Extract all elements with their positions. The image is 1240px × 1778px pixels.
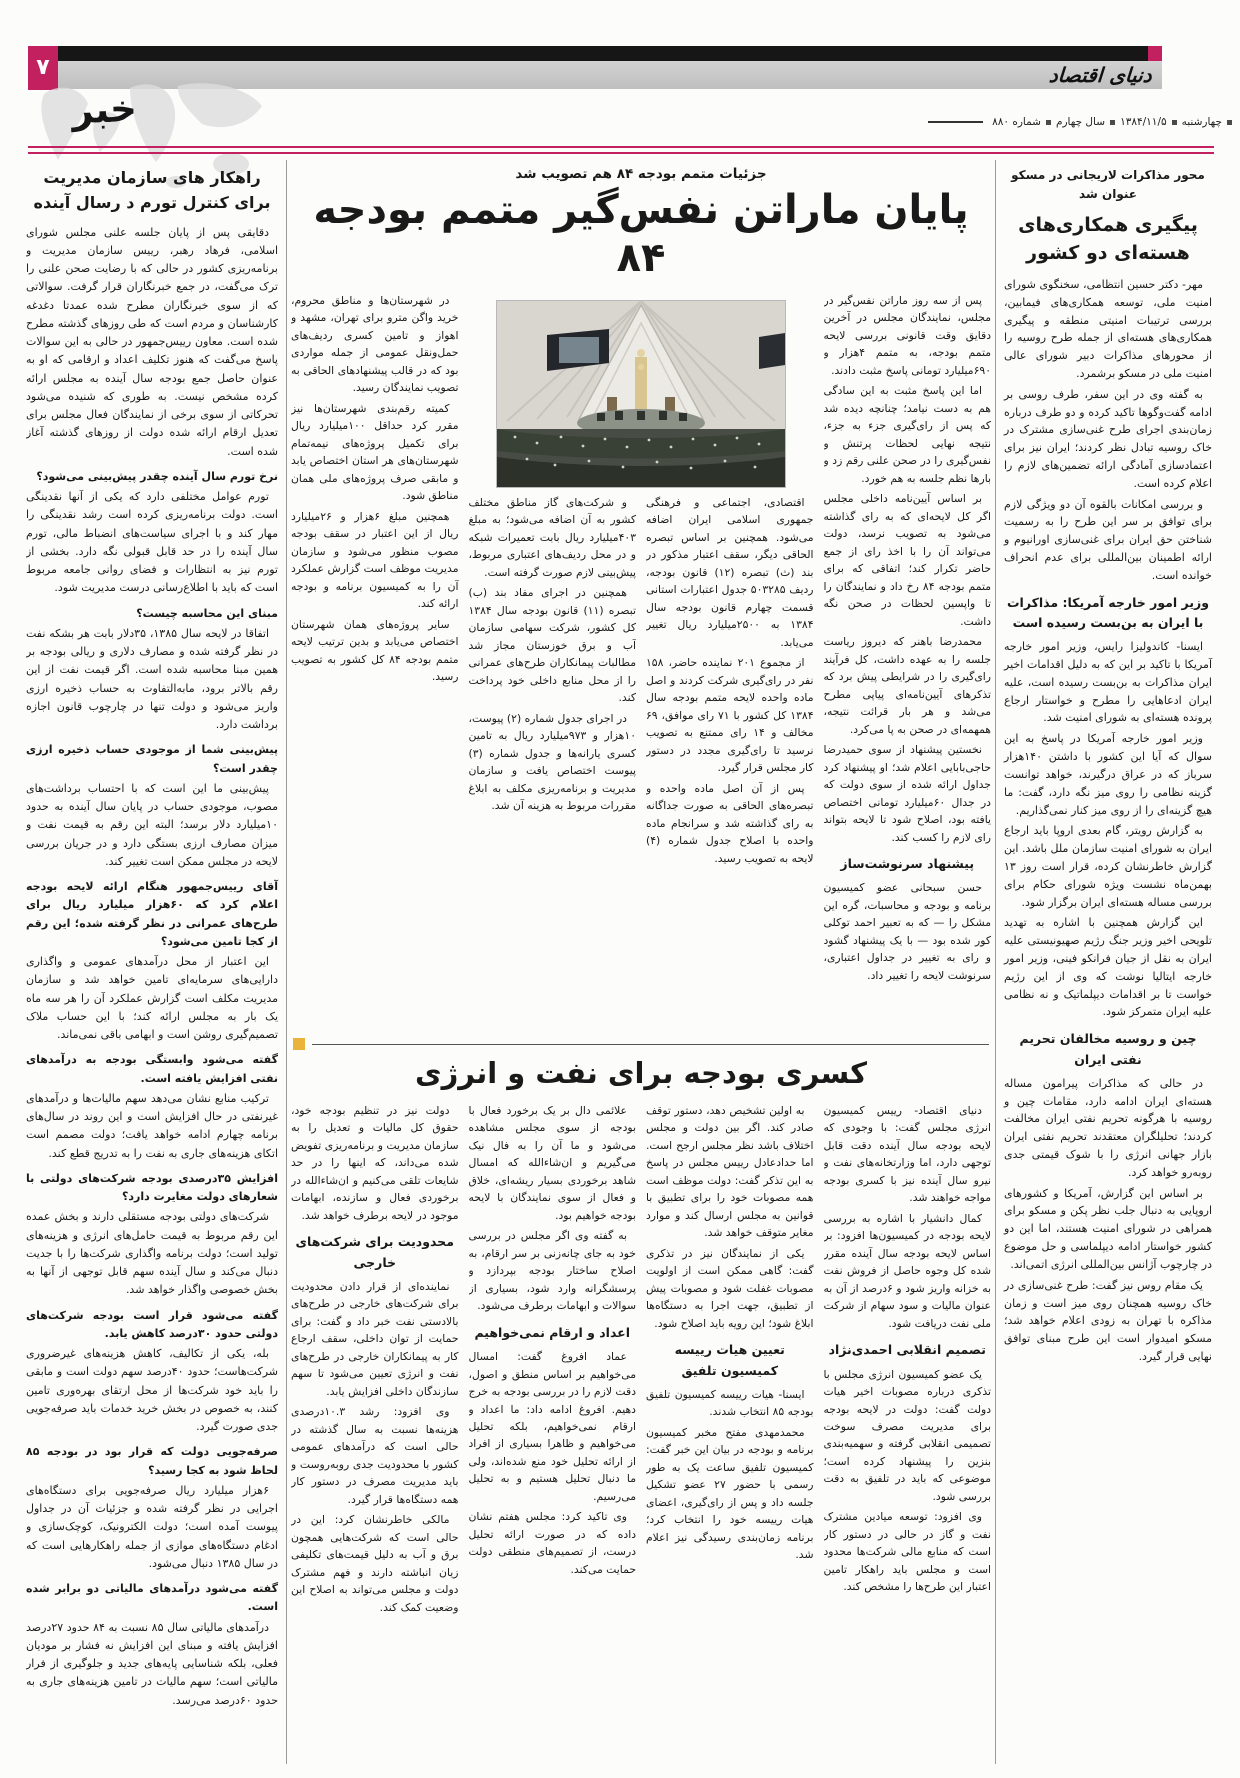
text-block: حسن سبحانی عضو کمیسیون برنامه و بودجه و محاسبات، گره این مشکل را — که به تعبیر احمد توکلی کور شده بود — با یک پیشنهاد گشود و رای به تغییر در جداول اعتباری، سرنوشت لایحه را تغییر داد.	[823, 881, 991, 982]
main-article-col-4	[291, 292, 459, 1034]
parliament-chamber-photo	[496, 300, 786, 488]
text-block: به گزارش رویتر، گام بعدی اروپا باید ارجاع ایران به شورای امنیت سازمان ملل باشد. این گزارش خاطرنشان کرده، قرار است روز ۱۳ بهمن‌ماه نشست ویژه شورای حکام برای بررسی مساله هسته‌ای ایران برگزار شود.	[1004, 824, 1212, 909]
text-block: به اولین تشخیص دهد، دستور توقف صادر کند. اگر بین دولت و مجلس اختلاف باشد نظر مجلس ارجح است. اما حدادعادل رییس مجلس در پاسخ به این تذکر گفت: دولت موظف است همه مصوبات خود را برای تطبیق با قوانین به مجلس ارسال کند و موارد مغایر متوقف خواهد شد.	[646, 1104, 814, 1240]
article-divider	[293, 1036, 989, 1052]
divider-marker-square	[293, 1038, 305, 1050]
text-block: پس از آن اصل ماده واحده و تبصره‌های الحاقی به صورت جداگانه به رای گذاشته شد و سرانجام ماده واحده با اصلاح جدول شماره (۴) لایحه به تصویب رسید.	[646, 781, 814, 865]
bottom-article-col-4	[291, 1102, 459, 1778]
text-block: گفته می‌شود درآمدهای مالیاتی دو برابر شده است.	[26, 1582, 278, 1614]
text-block: اعداد و ارقام نمی‌خواهیم	[474, 1324, 630, 1340]
bottom-article-col-2	[646, 1102, 814, 1778]
divider-rule	[312, 1044, 989, 1045]
text-block: و شرکت‌های گاز مناطق مختلف کشور به آن اضافه می‌شود؛ به مبلغ ۴۰۳میلیارد ریال بابت تعمیرات شبکه و در محل ردیف‌های اعتباری مربوط، پیش‌بینی لازم صورت گرفته است.	[468, 496, 636, 579]
dateline-issue: شماره ۸۸۰	[992, 116, 1041, 128]
text-block: پیشنهاد سرنوشت‌ساز	[840, 856, 975, 872]
text-block: مبنای این محاسبه چیست؟	[136, 606, 278, 620]
text-block: نخستین پیشنهاد از سوی حمیدرضا حاجی‌بابایی اعلام شد؛ او پیشنهاد کرد جداول ارائه شده از سوی دولت که در جدال ۶۰میلیارد تومانی اختصاص یافته بود، اصلاح شود تا لایحه بتواند رای لازم را کسب کند.	[823, 743, 991, 844]
text-block: نرخ تورم سال آینده چقدر پیش‌بینی می‌شود؟	[36, 469, 278, 483]
text-block: درآمدهای مالیاتی سال ۸۵ نسبت به ۸۴ حدود ۲۷درصد افزایش یافته و مبنای این افزایش نه فشار بر مودیان فعلی، بلکه شناسایی پایه‌های جدید و جلوگیری از فرار مالیاتی است؛ سهم مالیات در تامین هزینه‌های جاری به حدود ۶۰درصد می‌رسد.	[26, 1620, 278, 1707]
text-block: و بررسی امکانات بالقوه آن دو ویژگی لازم برای توافق بر سر این طرح را به رسمیت شناختن حق ایران برای غنی‌سازی اورانیوم و ارائه اطمینان بین‌المللی برای عدم انحراف خوانده است.	[1004, 497, 1212, 582]
text-block: وزیر امور خارجه آمریکا در پاسخ به این سوال که آیا این کشور با داشتن ۱۴۰هزار سرباز که در عراق درگیرند، خواهد توانست گزینه نظامی را روی میز نگه دارد، گفت: ما هیچ گزینه‌ای را از روی میز کنار نمی‌گذاریم.	[1004, 732, 1212, 817]
text-block: سایر پروژه‌های همان شهرستان اختصاص می‌یابد و بدین ترتیب لایحه متمم بودجه ۸۴ کل کشور به تصویب رسید.	[291, 617, 459, 684]
left-article-body	[26, 224, 278, 1710]
center-articles	[291, 160, 991, 1764]
text-block: کمال دانشیار با اشاره به بررسی لایحه بودجه در کمیسیون‌ها افزود: بر اساس لایحه بودجه سال آینده مقرر شده کل وجوه حاصل از فروش نفت به خزانه واریز شود و ۶درصد از آن به عنوان مالیات و سود سهام از شرکت ملی نفت دریافت شود.	[823, 1211, 991, 1330]
dateline-rule	[928, 121, 983, 123]
text-block: افزایش ۳۵درصدی بودجه شرکت‌های دولتی با شعارهای دولت مغایرت دارد؟	[26, 1171, 278, 1204]
text-block: بله، یکی از تکالیف، کاهش هزینه‌های غیرضروری شرکت‌هاست؛ حدود ۴۰درصد سهم دولت است و مابقی را باید خود شرکت‌ها از محل ارتقای بهره‌وری تامین کنند، به خصوص در بخش خرید خدمات باید صرفه‌جویی جدی صورت گیرد.	[26, 1347, 278, 1434]
text-block: پیگیری همکاری‌های هسته‌ای دو کشور	[1018, 213, 1198, 265]
text-block: محمدرضا باهنر که دیروز ریاست جلسه را به عهده داشت، کل فرآیند رای‌گیری را در شرایطی پیش برد که تذکرهای آیین‌نامه‌ای پیاپی مطرح می‌شد و هر بار قرائت نتیجه، همهمه‌ای در صحن به پا می‌کرد.	[823, 635, 991, 736]
text-block: آقای رییس‌جمهور هنگام ارائه لایحه بودجه اعلام کرد که ۶۰هزار میلیارد ریال برای طرح‌های عمرانی در نظر گرفته شده؛ این رقم از کجا تامین می‌شود؟	[26, 880, 278, 948]
main-article-body	[291, 292, 991, 1034]
text-block: همچنین مبلغ ۶هزار و ۲۶میلیارد ریال از این اعتبار در سقف بودجه مصوب منظور می‌شود و سازمان مدیریت موظف است گزارش عملکرد آن را به کمیسیون برنامه و بودجه ارائه کند.	[291, 509, 459, 611]
dateline-square-icon	[1110, 120, 1115, 125]
accent-double-rule	[28, 146, 1214, 154]
bottom-article-col-1	[824, 1102, 992, 1778]
text-block: دقایقی پس از پایان جلسه علنی مجلس شورای اسلامی، فرهاد رهبر، رییس سازمان مدیریت و برنامه‌ریزی کشور در حالی که با رضایت صحن علنی را ترک می‌گفت، در جمع خبرنگاران قرار گرفت. سوالاتی که از سوی خبرنگاران مطرح شده عمدتا دغدغه کارشناسان و مردم است که طی روزهای گذشته مطرح شده است. معاون رییس‌جمهور در حالی به این سوالات پاسخ می‌گفت که هنوز تکلیف اعداد و ارقامی که او به عنوان حاصل جمع بودجه سال آینده به مجلس ارائه کرده مشخص نیست. به طوری که شنیده می‌شود تحرکاتی از سوی برخی از نمایندگان فعال مجلس برای تعدیل ارقام ارائه شده دولت از روزهای گذشته آغاز شده است.	[26, 225, 278, 458]
main-article-col-1	[824, 292, 992, 1034]
text-block: دنیای اقتصاد- رییس کمیسیون انرژی مجلس گفت: با وجودی که لایحه بودجه سال آینده دقت قابل توجهی دارد، اما وزارتخانه‌های نفت و نیرو سال آینده نیز با کسری بودجه مواجه خواهند شد.	[823, 1104, 991, 1205]
text-block: دولت نیز در تنظیم بودجه خود، حقوق کل مالیات و تعدیل را به سازمان مدیریت و برنامه‌ریزی تفویض شده می‌داند، که اینها را در حد شایعات تلقی می‌کنیم و ان‌شاءالله در برخوردی فعال و سازنده، ابهامات موجود در لایحه برطرف خواهد شد.	[291, 1104, 459, 1222]
text-block: بر اساس این گزارش، آمریکا و کشورهای اروپایی به دنبال جلب نظر پکن و مسکو برای همراهی در شورای امنیت هستند، اما این دو کشور خواستار ادامه دیپلماسی و حل موضوع در چارچوب آژانس بین‌المللی انرژی اتمی‌اند.	[1004, 1186, 1212, 1271]
dateline-square-icon	[1046, 120, 1051, 125]
text-block: علائمی دال بر یک برخورد فعال با بودجه از سوی مجلس مشاهده می‌شود و ما آن را به فال نیک می‌گیریم و ان‌شاءالله که امسال شاهد برخوردی بسیار ریشه‌ای، خلاق و فعال از سوی نمایندگان با لایحه بودجه خواهیم بود.	[468, 1104, 636, 1222]
text-block: صرفه‌جویی دولت که قرار بود در بودجه ۸۵ لحاظ شود به کجا رسید؟	[26, 1445, 278, 1477]
text-block: در شهرستان‌ها و مناطق محروم، خرید واگن مترو برای تهران، مشهد و اهواز و تامین کسری ردیف‌های حمل‌ونقل عمومی از جمله مواردی بود که در قالب پیشنهادهای الحاقی به تصویب نمایندگان رسید.	[291, 294, 459, 395]
text-block: پیش‌بینی ما این است که با احتساب برداشت‌های مصوب، موجودی حساب در پایان سال آینده به حدود ۱۰میلیارد دلار برسد؛ البته این رقم به قیمت نفت و میزان مصارف ارزی بستگی دارد و در جریان بررسی لایحه در مجلس ممکن است تغییر کند.	[26, 781, 278, 868]
dateline-date: ۱۳۸۴/۱۱/۵	[1120, 116, 1167, 128]
left-article-column	[26, 160, 282, 1764]
text-block: عماد افروغ گفت: امسال می‌خواهیم بر اساس منطق و اصول، دقت لازم را در بررسی بودجه به خرج دهیم. افروغ ادامه داد: ما اعداد و ارقام نمی‌خواهیم، بلکه تحلیل می‌خواهیم و ظاهرا بسیاری از افراد از ارائه تحلیل خود منع شده‌اند، ولی ما دنبال تحلیل هستیم و به تحلیل می‌رسیم.	[468, 1350, 636, 1503]
text-block: پیش‌بینی شما از موجودی حساب ذخیره ارزی چقدر است؟	[26, 743, 278, 775]
text-block: تصمیم انقلابی احمدی‌نژاد	[828, 1342, 986, 1358]
dateline-year: سال چهارم	[1055, 116, 1106, 128]
text-block: نماینده‌ای از قرار دادن محدودیت برای شرکت‌های خارجی در طرح‌های بالادستی نفت خبر داد و گفت: برای حمایت از توان داخلی، سقف ارجاع کار به پیمانکاران خارجی در طرح‌های نفت و انرژی تعیین می‌شود تا سهم سازندگان داخلی افزایش یابد.	[291, 1279, 459, 1398]
text-block: وی افزود: توسعه میادین مشترک نفت و گاز در حالی در دستور کار است که منابع مالی شرکت‌ها محدود است و مجلس باید راهکار تامین اعتبار این طرح‌ها را مشخص کند.	[823, 1510, 991, 1594]
column-divider	[286, 160, 287, 1764]
newspaper-logo: دنیای اقتصاد	[1048, 63, 1153, 87]
text-block: در اجرای جدول شماره (۲) پیوست، ۱۰هزار و ۹۷۳میلیارد ریال به تامین کسری یارانه‌ها و جدول شماره (۳) پیوست اختصاص یافت و سازمان مدیریت و برنامه‌ریزی مکلف به ابلاغ مقررات مربوط به هزینه آن شد.	[468, 711, 636, 813]
text-block: بر اساس آیین‌نامه داخلی مجلس اگر کل لایحه‌ای که به رای گذاشته می‌شود به تصویب نرسد، دولت می‌تواند آن را با اخذ رای از جمع حاضر تکرار کند؛ اتفاقی که برای متمم بودجه ۸۴ رخ داد و نمایندگان را تا واپسین لحظات در صحن نگه داشت.	[823, 492, 991, 628]
text-block: ۶هزار میلیارد ریال صرفه‌جویی برای دستگاه‌های اجرایی در نظر گرفته شده و جزئیات آن در جداول پیوست آمده است؛ دولت الکترونیک، کوچک‌سازی و ادغام دستگاه‌های موازی از جمله راهکارهایی است که در سال ۱۳۸۵ دنبال می‌شود.	[26, 1483, 278, 1570]
text-block: اقتصادی، اجتماعی و فرهنگی جمهوری اسلامی ایران اضافه می‌شود. همچنین بر اساس تبصره الحاقی دیگر، سقف اعتبار مذکور در بند (ث) تبصره (۱۲) قانون بودجه، ردیف ۵۰۳۲۸۵ جدول اعتبارات استانی قسمت چهارم قانون بودجه سال ۱۳۸۴ به ۲۵۰۰میلیارد ریال تغییر می‌یابد.	[646, 496, 814, 649]
dateline	[928, 116, 1232, 128]
text-block: وزیر امور خارجه آمریکا: مذاکرات با ایران به بن‌بست رسیده است	[1007, 594, 1209, 630]
text-block: در حالی که مذاکرات پیرامون مساله هسته‌ای ایران ادامه دارد، مقامات چین و روسیه با هرگونه تحریم نفتی ایران مخالفت کردند؛ تحلیلگران معتقدند تحریم نفتی ایران بازار جهانی انرژی را با شوک قیمتی جدی روبه‌رو خواهد کرد.	[1004, 1076, 1212, 1179]
text-block: این اعتبار از محل درآمدهای عمومی و واگذاری دارایی‌های سرمایه‌ای تامین خواهد شد و سازمان مدیریت مکلف است گزارش عملکرد آن را هر سه ماه یک بار به مجلس ارائه کند؛ با این حساب ملاک تصمیم‌گیری روشن است و ابهامی باقی نمی‌ماند.	[26, 955, 278, 1042]
text-block: گفته می‌شود قرار است بودجه شرکت‌های دولتی حدود ۳۰درصد کاهش یابد.	[26, 1308, 278, 1340]
text-block: محمدمهدی مفتح مخبر کمیسیون برنامه و بودجه در بیان این خبر گفت: کمیسیون تلفیق ساعت یک به طور رسمی با حضور ۲۷ عضو تشکیل جلسه داد و پس از رای‌گیری، اعضای هیات رییسه خود را انتخاب کرد؛ برنامه زمان‌بندی رسیدگی نیز اعلام شد.	[646, 1425, 814, 1562]
text-block: کمیته رقم‌بندی شهرستان‌ها نیز مقرر کرد حداقل ۱۰۰میلیارد ریال برای تکمیل پروژه‌های نیمه‌تمام شهرستان‌های هر استان اختصاص یابد و مابقی صرف پروژه‌های ملی همان مناطق شود.	[291, 401, 459, 503]
text-block: به گفته وی در این سفر، طرف روسی بر ادامه گفت‌وگوها تاکید کرده و دو طرف درباره زمان‌بندی اجرای طرح غنی‌سازی مشترک در خاک روسیه تبادل نظر کردند؛ ایران نیز برای اعتمادسازی آمادگی ارائه تضمین‌های لازم را اعلام کرده است.	[1004, 387, 1212, 490]
dateline-square-icon	[1172, 120, 1177, 125]
text-block: پس از سه روز ماراتن نفس‌گیر در مجلس، نمایندگان مجلس در آخرین دقایق وقت قانونی بررسی لایحه متمم بودجه، به متمم ۴هزار و ۶۹۰میلیارد تومانی پاسخ مثبت دادند.	[823, 294, 991, 377]
text-block: مالکی خاطرنشان کرد: این در حالی است که شرکت‌هایی همچون برق و آب به دلیل قیمت‌های تکلیفی زیان انباشته دارند و فهم مشترک دولت و مجلس می‌تواند به اصلاح این وضعیت کمک کند.	[291, 1513, 459, 1614]
dateline-square-icon	[1227, 120, 1232, 125]
right-news-column	[1000, 160, 1214, 1764]
left-article-headline-line1: راهکار های سازمان مدیریت	[43, 168, 261, 187]
bottom-article-body	[291, 1102, 991, 1778]
masthead-bar	[58, 46, 1148, 61]
text-block: همچنین در اجرای مفاد بند (ب) تبصره (۱۱) قانون بودجه سال ۱۳۸۴ کل کشور، شرکت سهامی سازمان آب و برق خوزستان مجاز شد مطالبات پیمانکاران طرح‌های عمرانی را از محل منابع داخلی خود پرداخت کند.	[468, 586, 636, 705]
masthead-accent-square	[1148, 46, 1162, 61]
bottom-article-headline: کسری بودجه برای نفت و انرژی	[415, 1056, 867, 1090]
text-block: تورم عوامل مختلفی دارد که یکی از آنها نقدینگی است. دولت برنامه‌ریزی کرده است رشد نقدینگی را مهار کند و با اجرای سیاست‌های انضباط مالی، تورم سال آینده را در حد قابل قبولی نگه دارد. بخشی از تورم نیز به انتظارات و فضای روانی جامعه مربوط است که باید با اطلاع‌رسانی درست مدیریت شود.	[26, 490, 278, 595]
dateline-day: چهارشنبه	[1181, 116, 1222, 128]
bottom-article-col-3	[469, 1102, 637, 1778]
text-block: ایسنا- هیات رییسه کمیسیون تلفیق بودجه ۸۵ انتخاب شدند.	[646, 1387, 814, 1419]
left-article-headline	[26, 166, 278, 216]
text-block: یکی از نمایندگان نیز در تذکری گفت: گاهی ممکن است از اولویت مصوبات غفلت شود و مصوبات پیش از تطبیق، جهت اجرا به دستگاه‌ها ابلاغ شود؛ این رویه باید اصلاح شود.	[646, 1246, 814, 1330]
text-block: ترکیب منابع نشان می‌دهد سهم مالیات‌ها و درآمدهای غیرنفتی در حال افزایش است و این روند در سال‌های برنامه چهارم ادامه خواهد یافت؛ دولت مصمم است اتکای هزینه‌های جاری به نفت را به تدریج قطع کند.	[26, 1091, 278, 1160]
text-block: وی افزود: رشد ۱۰.۳درصدی هزینه‌ها نسبت به سال گذشته در حالی است که درآمدهای عمومی کشور با محدودیت جدی روبه‌روست و باید مدیریت مصرف در دستور کار همه دستگاه‌ها قرار گیرد.	[291, 1405, 459, 1506]
text-block: وی تاکید کرد: مجلس هفتم نشان داده که در صورت ارائه تحلیل درست، از تصمیم‌های منطقی دولت حمایت می‌کند.	[468, 1510, 636, 1576]
main-article-headline: پایان ماراتن نفس‌گیر متمم بودجه ۸۴	[313, 187, 969, 281]
text-block: گفته می‌شود وابستگی بودجه به درآمدهای نفتی افزایش یافته است.	[26, 1053, 278, 1085]
main-article-kicker: جزئیات متمم بودجه ۸۴ هم تصویب شد	[515, 166, 767, 182]
text-block: یک عضو کمیسیون انرژی مجلس با تذکری درباره مصوبات اخیر هیات دولت گفت: دولت در لایحه بودجه برای مدیریت مصرف سوخت تصمیمی انقلابی گرفته و سهمیه‌بندی بنزین را پیشنهاد کرده است؛ موضوعی که باید در تلفیق به دقت بررسی شود.	[823, 1367, 991, 1503]
section-label-khabar: خبر	[71, 86, 138, 133]
left-article-headline-line2: برای کنترل تورم د رسال آینده	[33, 192, 271, 212]
text-block: محدودیت برای شرکت‌های خارجی	[295, 1234, 454, 1270]
text-block: اما این پاسخ مثبت به این سادگی هم به دست نیامد؛ چنانچه دیده شد که پس از رای‌گیری جزء به جزء، نتیجه نهایی لحظات پرتنش و نفس‌گیری را در صحن علنی رقم زد و بارها نظم جلسه به هم خورد.	[823, 384, 991, 485]
text-block: چین و روسیه مخالفان تحریم نفتی ایران	[1019, 1031, 1197, 1067]
text-block: این گزارش همچنین با اشاره به تهدید تلویحی اخیر وزیر جنگ رژیم صهیونیستی علیه ایران به نقل از جیان فرانکو فینی، وزیر امور خارجه ایتالیا نوشت که وی از این رژیم خواست تا بر اقدامات دیپلماتیک و نه نظامی علیه ایران متمرکز شود.	[1004, 916, 1212, 1019]
text-block: به گفته وی اگر مجلس در بررسی خود به جای چانه‌زنی بر سر ارقام، به اصلاح ساختار بودجه بپردازد و پرسشگرانه وارد شود، بسیاری از سوالات و ابهامات برطرف می‌شود.	[468, 1229, 636, 1313]
column-divider	[995, 160, 996, 1764]
text-block: یک مقام روس نیز گفت: طرح غنی‌سازی در خاک روسیه همچنان روی میز است و زمان مذاکره با تهران به زودی اعلام خواهد شد؛ مسکو امیدوار است این طرح مبنای توافق نهایی قرار گیرد.	[1004, 1278, 1212, 1363]
page-number: ۷	[36, 55, 50, 80]
text-block: محور مذاکرات لاریجانی در مسکو عنوان شد	[1011, 168, 1205, 202]
page-content	[26, 160, 1214, 1764]
text-block: اتفاقا در لایحه سال ۱۳۸۵، ۳۵دلار بابت هر بشکه نفت در نظر گرفته شده و مصارف دلاری و ریالی بودجه بر همین مبنا محاسبه شده است. اگر قیمت نفت از این رقم بالاتر برود، مابه‌التفاوت به حساب ذخیره ارزی واریز می‌شود و دولت تنها در چارچوب قانون اجازه برداشت دارد.	[26, 626, 278, 732]
text-block: شرکت‌های دولتی بودجه مستقلی دارند و بخش عمده این رقم مربوط به قیمت حامل‌های انرژی و هزینه‌های تولید است؛ دولت برنامه واگذاری شرکت‌ها را با جدیت دنبال می‌کند و سال آینده سهم قابل توجهی از آنها به بخش خصوصی واگذار خواهد شد.	[26, 1210, 278, 1297]
text-block: تعیین هیات رییسه کمیسیون تلفیق	[674, 1342, 785, 1378]
text-block: مهر- دکتر حسین انتظامی، سخنگوی شورای امنیت ملی، توسعه همکاری‌های فیمابین، بررسی ترتیبات امنیتی منطقه و پیگیری همکاری‌های هسته‌ای از جمله طرح روسیه را از محورهای مذاکرات دبیر شورای عالی امنیت ملی در مسکو برشمرد.	[1004, 277, 1212, 380]
text-block: از مجموع ۲۰۱ نماینده حاضر، ۱۵۸ نفر در رای‌گیری شرکت کردند و اصل ماده واحده لایحه متمم بودجه سال ۱۳۸۴ کل کشور با ۷۱ رای موافق، ۶۹ مخالف و ۱۴ رای ممتنع به تصویب نرسید تا رای‌گیری مجدد در دستور کار مجلس قرار گیرد.	[646, 656, 814, 775]
text-block: ایسنا- کاندولیزا رایس، وزیر امور خارجه آمریکا با تاکید بر این که به دلیل اقدامات اخیر ایران مذاکرات به بن‌بست رسیده است، علیه ایران ادعاهایی را مطرح و خواستار ارجاع پرونده هسته‌ای به شورای امنیت شد.	[1004, 640, 1212, 725]
